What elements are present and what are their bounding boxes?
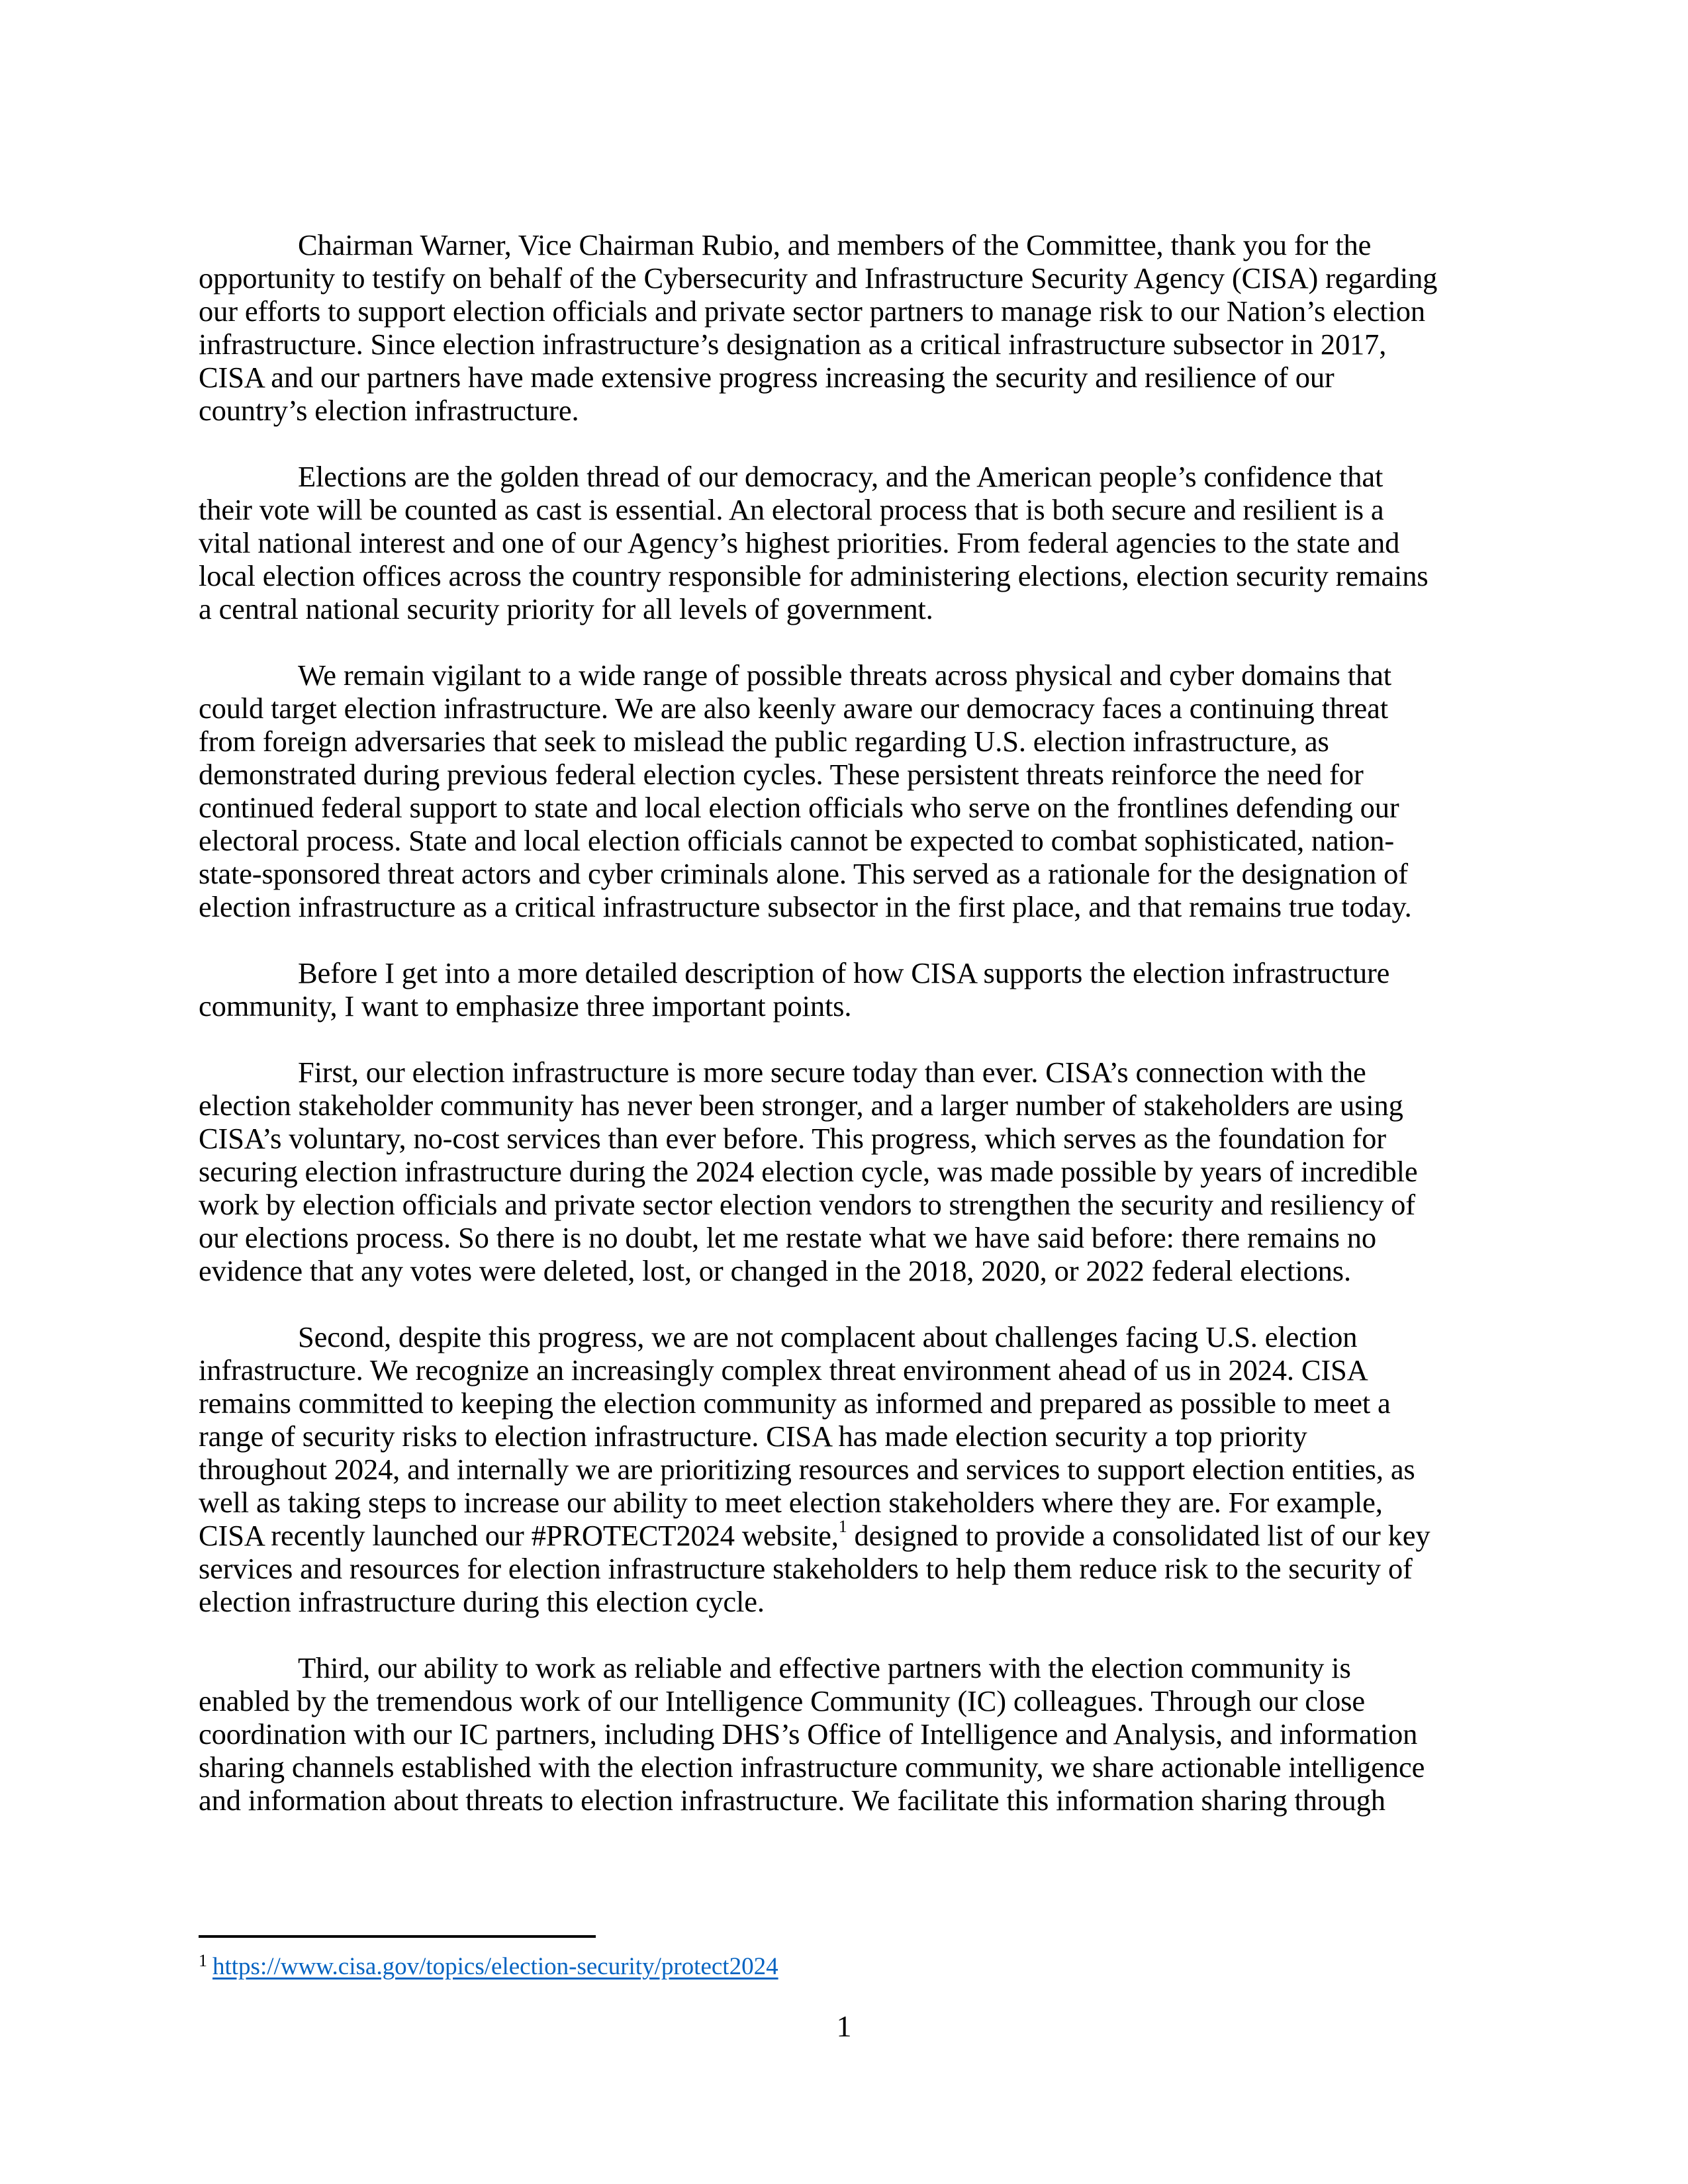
text-line: well as taking steps to increase our ability to meet election stakeholders where they are. For example,	[199, 1486, 1383, 1519]
text-line-with-footnote	[199, 1519, 1489, 1552]
text-line: Elections are the golden thread of our democracy, and the American people’s confidence that	[298, 460, 1383, 493]
text-line: coordination with our IC partners, including DHS’s Office of Intelligence and Analysis, and information	[199, 1717, 1418, 1751]
text-line: vital national interest and one of our Agency’s highest priorities. From federal agencies to the state and	[199, 526, 1400, 559]
text-line: First, our election infrastructure is more secure today than ever. CISA’s connection with the	[298, 1056, 1366, 1089]
text-line: Second, despite this progress, we are not complacent about challenges facing U.S. election	[298, 1320, 1358, 1353]
paragraph-second-point	[199, 1320, 1489, 1618]
text-line: their vote will be counted as cast is essential. An electoral process that is both secure and resilient is a	[199, 493, 1384, 526]
text-line: CISA’s voluntary, no-cost services than ever before. This progress, which serves as the foundation for	[199, 1122, 1386, 1155]
text-line: a central national security priority for all levels of government.	[199, 592, 933, 625]
text-line: country’s election infrastructure.	[199, 394, 579, 427]
paragraph-intro	[199, 228, 1489, 427]
text-line: our elections process. So there is no doubt, let me restate what we have said before: there remains no	[199, 1221, 1376, 1254]
text-line: CISA and our partners have made extensive progress increasing the security and resilience of our	[199, 361, 1335, 394]
text-line: local election offices across the country responsible for administering elections, election security remains	[199, 559, 1429, 592]
text-line: continued federal support to state and local election officials who serve on the frontlines defending our	[199, 791, 1399, 824]
text-line: Third, our ability to work as reliable and effective partners with the election community is	[298, 1651, 1351, 1684]
text-line: range of security risks to election infrastructure. CISA has made election security a top priority	[199, 1420, 1307, 1453]
text-line: work by election officials and private sector election vendors to strengthen the security and resiliency of	[199, 1188, 1415, 1221]
paragraph-third-point	[199, 1651, 1489, 1817]
footnote-separator	[199, 1935, 596, 1938]
text-line: remains committed to keeping the election community as informed and prepared as possible to meet a	[199, 1387, 1391, 1420]
text-segment: designed to provide a consolidated list of our key	[847, 1519, 1430, 1552]
paragraph-elections	[199, 460, 1489, 625]
text-line: election infrastructure during this election cycle.	[199, 1585, 765, 1618]
text-line: electoral process. State and local election officials cannot be expected to combat sophisticated, nation-	[199, 824, 1395, 857]
text-line: could target election infrastructure. We are also keenly aware our democracy faces a continuing threat	[199, 692, 1388, 725]
text-line: election stakeholder community has never been stronger, and a larger number of stakeholders are using	[199, 1089, 1403, 1122]
text-line: community, I want to emphasize three important points.	[199, 989, 852, 1023]
text-line: We remain vigilant to a wide range of possible threats across physical and cyber domains that	[298, 659, 1391, 692]
document-body	[199, 228, 1489, 1850]
text-line: enabled by the tremendous work of our Intelligence Community (IC) colleagues. Through our close	[199, 1684, 1365, 1717]
page-number: 1	[836, 2009, 852, 2043]
text-line: our efforts to support election officials and private sector partners to manage risk to our Nation’s election	[199, 295, 1425, 328]
text-line: securing election infrastructure during the 2024 election cycle, was made possible by years of incredible	[199, 1155, 1418, 1188]
paragraph-threats	[199, 659, 1489, 923]
text-line: Chairman Warner, Vice Chairman Rubio, and members of the Committee, thank you for the	[298, 228, 1372, 261]
text-line: evidence that any votes were deleted, lost, or changed in the 2018, 2020, or 2022 federal elections.	[199, 1254, 1351, 1287]
paragraph-first-point	[199, 1056, 1489, 1287]
text-line: Before I get into a more detailed description of how CISA supports the election infrastructure	[298, 956, 1390, 989]
text-line: and information about threats to election infrastructure. We facilitate this information sharing through	[199, 1784, 1385, 1817]
text-line: election infrastructure as a critical infrastructure subsector in the first place, and that remains true today.	[199, 890, 1412, 923]
text-line: opportunity to testify on behalf of the Cybersecurity and Infrastructure Security Agency (CISA) regarding	[199, 261, 1438, 295]
footnote-reference[interactable]: 1	[838, 1517, 847, 1537]
text-line: from foreign adversaries that seek to mislead the public regarding U.S. election infrastructure, as	[199, 725, 1329, 758]
text-line: demonstrated during previous federal election cycles. These persistent threats reinforce the need for	[199, 758, 1364, 791]
footnote	[199, 1952, 778, 1983]
footnote-link[interactable]: https://www.cisa.gov/topics/election-security/protect2024	[212, 1953, 778, 1980]
text-line: throughout 2024, and internally we are prioritizing resources and services to support election entities, as	[199, 1453, 1415, 1486]
text-segment: CISA recently launched our #PROTECT2024 website,	[199, 1519, 839, 1552]
footnote-number: 1	[199, 1951, 207, 1970]
paragraph-three-points	[199, 956, 1489, 1023]
text-line: state-sponsored threat actors and cyber criminals alone. This served as a rationale for the designation of	[199, 857, 1408, 890]
text-line: sharing channels established with the election infrastructure community, we share actionable intelligence	[199, 1751, 1425, 1784]
text-line: services and resources for election infrastructure stakeholders to help them reduce risk to the security of	[199, 1552, 1413, 1585]
text-line: infrastructure. Since election infrastructure’s designation as a critical infrastructure subsector in 2017,	[199, 328, 1387, 361]
text-line: infrastructure. We recognize an increasingly complex threat environment ahead of us in 2024. CISA	[199, 1353, 1368, 1387]
